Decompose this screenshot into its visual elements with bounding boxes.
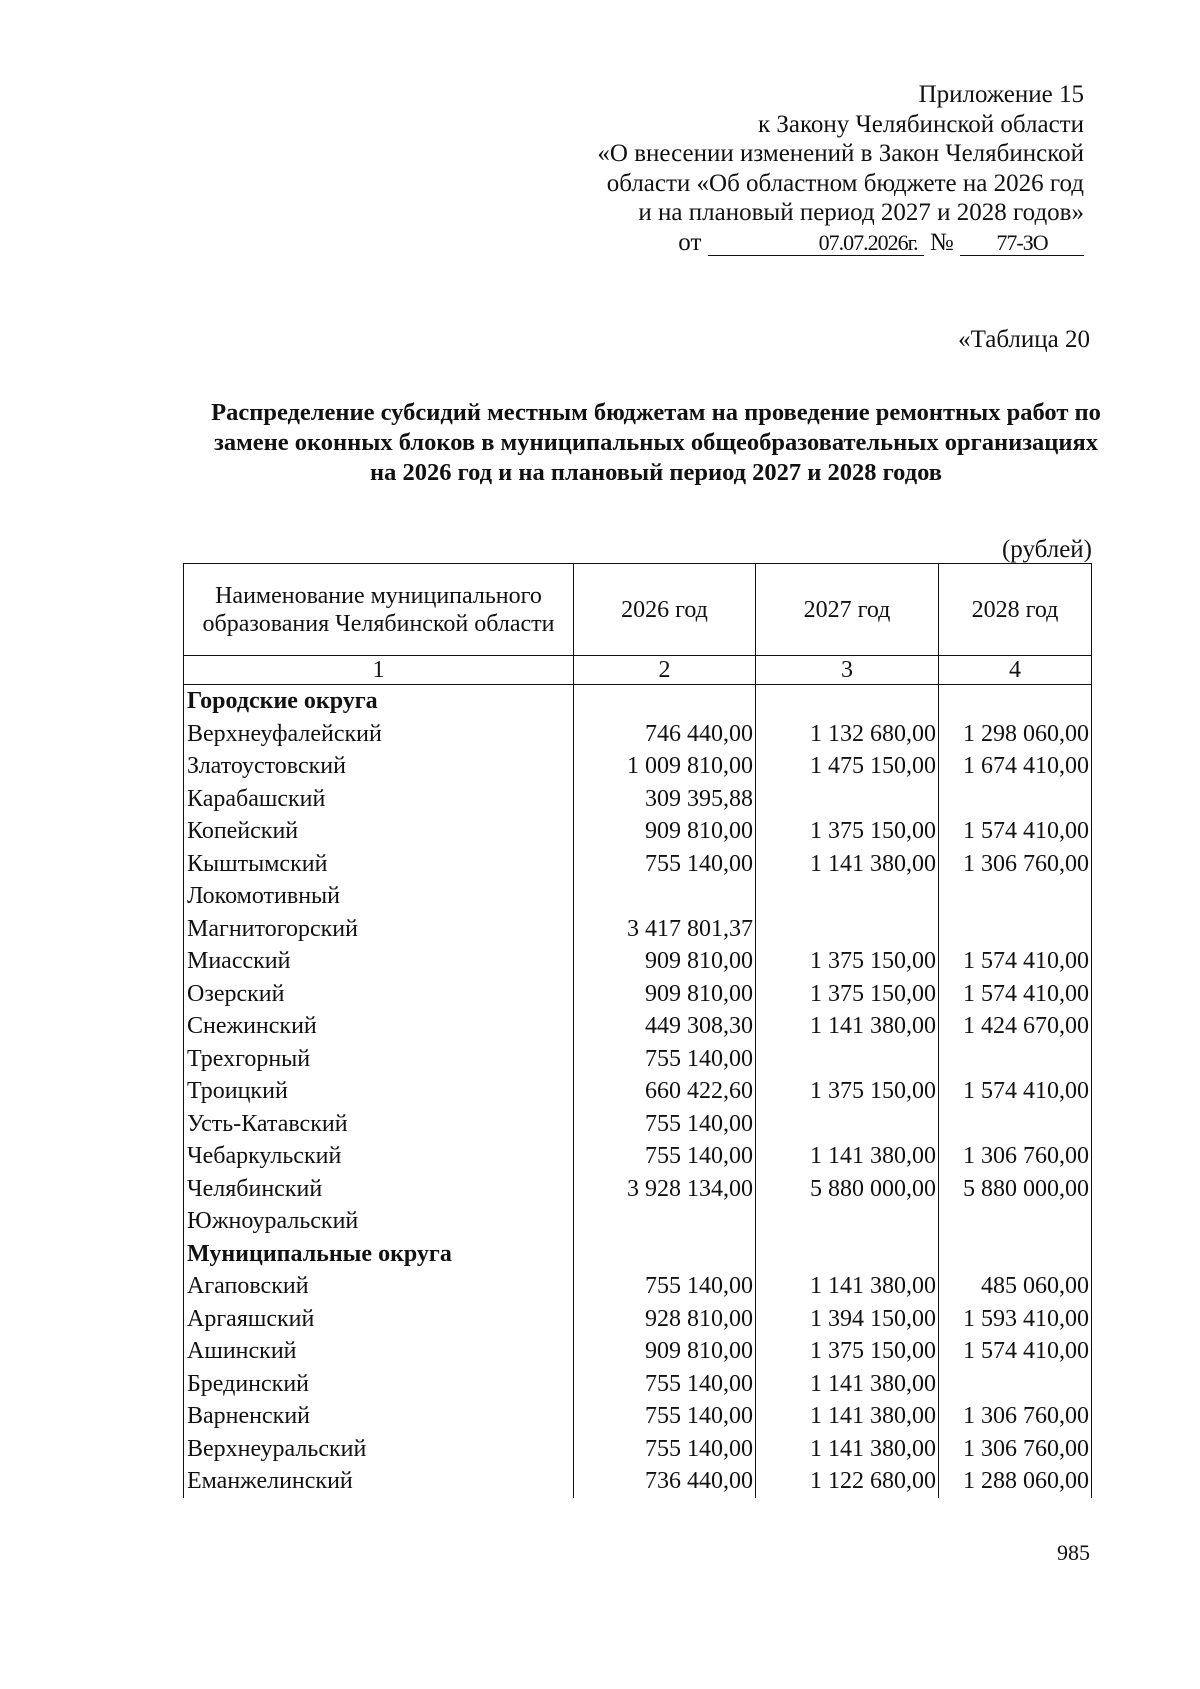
municipality-cell: Агаповский: [184, 1270, 574, 1303]
amount-2028-cell: 1 306 760,00: [939, 1400, 1092, 1433]
table-row: [184, 880, 1092, 913]
column-index: 2: [574, 656, 756, 685]
amount-2026-cell: 3 417 801,37: [574, 913, 756, 946]
amount-2027-cell: 1 375 150,00: [756, 815, 939, 848]
amount-2027-cell: 1 141 380,00: [756, 1368, 939, 1401]
amount-2027-cell: 1 122 680,00: [756, 1465, 939, 1498]
amount-2026-cell: 755 140,00: [574, 1108, 756, 1141]
unit-label: (рублей): [1001, 536, 1092, 563]
amount-2027-cell: 1 132 680,00: [756, 718, 939, 751]
number-label: №: [929, 228, 954, 256]
amount-2028-cell: 1 574 410,00: [939, 945, 1092, 978]
appendix-line: «О внесении изменений в Закон Челябинской: [597, 140, 1084, 167]
amount-2026-cell: 755 140,00: [574, 1270, 756, 1303]
table-row: [184, 1465, 1092, 1498]
amount-2028-cell: 485 060,00: [939, 1270, 1092, 1303]
amount-2028-cell: 1 674 410,00: [939, 750, 1092, 783]
appendix-line: области «Об областном бюджете на 2026 год: [606, 169, 1084, 197]
municipality-cell: Чебаркульский: [184, 1140, 574, 1173]
municipality-cell: Карабашский: [184, 783, 574, 816]
amount-2027-cell: [756, 1043, 939, 1076]
appendix-line: Приложение 15: [918, 81, 1084, 108]
amount-2026-cell: 755 140,00: [574, 848, 756, 881]
column-index: 1: [184, 656, 574, 685]
table-row: [184, 1075, 1092, 1108]
amount-2026-cell: 1 009 810,00: [574, 750, 756, 783]
table-row: [184, 718, 1092, 751]
amount-2028-cell: [939, 1368, 1092, 1401]
table-row: [184, 1043, 1092, 1076]
amount-2027-cell: 1 375 150,00: [756, 1335, 939, 1368]
amount-2028-cell: 5 880 000,00: [939, 1173, 1092, 1206]
amount-2027-cell: [756, 880, 939, 913]
municipality-cell: Брединский: [184, 1368, 574, 1401]
amount-2026-cell: [574, 685, 756, 718]
municipality-cell: Кыштымский: [184, 848, 574, 881]
amount-2028-cell: [939, 880, 1092, 913]
amount-2027-cell: 1 141 380,00: [756, 1140, 939, 1173]
amount-2026-cell: [574, 1238, 756, 1271]
column-header-2026: 2026 год: [574, 564, 756, 656]
amount-2028-cell: [939, 1238, 1092, 1271]
amount-2027-cell: 1 141 380,00: [756, 1433, 939, 1466]
amount-2027-cell: 1 475 150,00: [756, 750, 939, 783]
table-body: [184, 685, 1092, 1498]
amount-2028-cell: 1 288 060,00: [939, 1465, 1092, 1498]
amount-2027-cell: 1 141 380,00: [756, 848, 939, 881]
amount-2026-cell: 449 308,30: [574, 1010, 756, 1043]
section-row: [184, 685, 1092, 718]
amount-2027-cell: 1 141 380,00: [756, 1400, 939, 1433]
amount-2027-cell: 1 375 150,00: [756, 1075, 939, 1108]
municipality-cell: Усть-Катавский: [184, 1108, 574, 1141]
municipality-cell: Верхнеуфалейский: [184, 718, 574, 751]
amount-2027-cell: [756, 913, 939, 946]
amount-2028-cell: [939, 913, 1092, 946]
appendix-line: к Закону Челябинской области: [758, 110, 1084, 138]
table-row: [184, 1140, 1092, 1173]
amount-2028-cell: 1 306 760,00: [939, 1433, 1092, 1466]
amount-2026-cell: 909 810,00: [574, 978, 756, 1011]
page-number: 985: [1057, 1540, 1090, 1565]
amount-2028-cell: 1 574 410,00: [939, 815, 1092, 848]
amount-2028-cell: 1 574 410,00: [939, 978, 1092, 1011]
amount-2028-cell: [939, 685, 1092, 718]
table-row: [184, 1368, 1092, 1401]
law-date: 07.07.2026г.: [708, 231, 924, 256]
municipality-cell: Троицкий: [184, 1075, 574, 1108]
municipality-cell: Верхнеуральский: [184, 1433, 574, 1466]
amount-2026-cell: 309 395,88: [574, 783, 756, 816]
table-row: [184, 848, 1092, 881]
title-line: на 2026 год и на плановый период 2027 и 2028 годов: [369, 459, 942, 486]
subsidy-table: [183, 563, 1092, 1498]
municipality-cell: Ашинский: [184, 1335, 574, 1368]
amount-2026-cell: 755 140,00: [574, 1400, 756, 1433]
municipality-cell: Муниципальные округа: [184, 1238, 574, 1271]
amount-2027-cell: 1 375 150,00: [756, 945, 939, 978]
amount-2027-cell: 1 141 380,00: [756, 1010, 939, 1043]
column-index-row: [184, 656, 1092, 685]
column-index: 3: [756, 656, 939, 685]
column-header-2027: 2027 год: [756, 564, 939, 656]
table-row: [184, 978, 1092, 1011]
table-row: [184, 1173, 1092, 1206]
amount-2028-cell: 1 298 060,00: [939, 718, 1092, 751]
amount-2027-cell: 1 375 150,00: [756, 978, 939, 1011]
from-label: от: [678, 228, 702, 256]
amount-2027-cell: 1 394 150,00: [756, 1303, 939, 1336]
table-row: [184, 815, 1092, 848]
document-title: [176, 398, 1136, 488]
amount-2028-cell: 1 574 410,00: [939, 1335, 1092, 1368]
municipality-cell: Магнитогорский: [184, 913, 574, 946]
amount-2028-cell: [939, 1043, 1092, 1076]
municipality-cell: Еманжелинский: [184, 1465, 574, 1498]
title-line: замене оконных блоков в муниципальных общеобразовательных организациях: [213, 429, 1099, 456]
section-row: [184, 1238, 1092, 1271]
amount-2026-cell: 3 928 134,00: [574, 1173, 756, 1206]
amount-2026-cell: [574, 1205, 756, 1238]
municipality-cell: Челябинский: [184, 1173, 574, 1206]
law-reference-line: [524, 228, 1084, 258]
amount-2027-cell: [756, 1238, 939, 1271]
amount-2028-cell: 1 593 410,00: [939, 1303, 1092, 1336]
amount-2026-cell: 755 140,00: [574, 1043, 756, 1076]
amount-2027-cell: [756, 1108, 939, 1141]
table-row: [184, 1335, 1092, 1368]
amount-2026-cell: 909 810,00: [574, 945, 756, 978]
municipality-cell: Локомотивный: [184, 880, 574, 913]
table-row: [184, 1108, 1092, 1141]
amount-2028-cell: 1 306 760,00: [939, 1140, 1092, 1173]
amount-2028-cell: [939, 1108, 1092, 1141]
amount-2026-cell: 660 422,60: [574, 1075, 756, 1108]
table-row: [184, 1433, 1092, 1466]
municipality-cell: Златоустовский: [184, 750, 574, 783]
amount-2026-cell: 909 810,00: [574, 1335, 756, 1368]
amount-2026-cell: 909 810,00: [574, 815, 756, 848]
amount-2028-cell: 1 574 410,00: [939, 1075, 1092, 1108]
amount-2026-cell: [574, 880, 756, 913]
table-row: [184, 750, 1092, 783]
amount-2026-cell: 755 140,00: [574, 1140, 756, 1173]
municipality-cell: Южноуральский: [184, 1205, 574, 1238]
amount-2028-cell: [939, 1205, 1092, 1238]
municipality-cell: Озерский: [184, 978, 574, 1011]
amount-2026-cell: 755 140,00: [574, 1433, 756, 1466]
table-row: [184, 1010, 1092, 1043]
column-header-2028: 2028 год: [939, 564, 1092, 656]
amount-2027-cell: 1 141 380,00: [756, 1270, 939, 1303]
municipality-cell: Варненский: [184, 1400, 574, 1433]
amount-2026-cell: 928 810,00: [574, 1303, 756, 1336]
municipality-cell: Городские округа: [184, 685, 574, 718]
amount-2026-cell: 736 440,00: [574, 1465, 756, 1498]
column-header-municipality: Наименование муниципального образования Челябинской области: [184, 564, 574, 656]
amount-2028-cell: 1 424 670,00: [939, 1010, 1092, 1043]
table-row: [184, 1205, 1092, 1238]
amount-2027-cell: [756, 685, 939, 718]
law-number: 77-ЗО: [960, 231, 1084, 256]
amount-2027-cell: [756, 1205, 939, 1238]
amount-2028-cell: [939, 783, 1092, 816]
header-row: [184, 564, 1092, 656]
amount-2027-cell: 5 880 000,00: [756, 1173, 939, 1206]
table-row: [184, 1303, 1092, 1336]
table-row: [184, 945, 1092, 978]
amount-2028-cell: 1 306 760,00: [939, 848, 1092, 881]
title-line: Распределение субсидий местным бюджетам на проведение ремонтных работ по: [211, 399, 1101, 426]
appendix-header: [524, 80, 1084, 257]
table-row: [184, 1400, 1092, 1433]
amount-2027-cell: [756, 783, 939, 816]
municipality-cell: Снежинский: [184, 1010, 574, 1043]
municipality-cell: Миасский: [184, 945, 574, 978]
amount-2026-cell: 746 440,00: [574, 718, 756, 751]
table-row: [184, 913, 1092, 946]
amount-2026-cell: 755 140,00: [574, 1368, 756, 1401]
municipality-cell: Трехгорный: [184, 1043, 574, 1076]
table-row: [184, 1270, 1092, 1303]
municipality-cell: Копейский: [184, 815, 574, 848]
municipality-cell: Аргаяшский: [184, 1303, 574, 1336]
column-index: 4: [939, 656, 1092, 685]
table-row: [184, 783, 1092, 816]
table-reference: «Таблица 20: [958, 326, 1090, 353]
appendix-line: и на плановый период 2027 и 2028 годов»: [638, 199, 1084, 226]
